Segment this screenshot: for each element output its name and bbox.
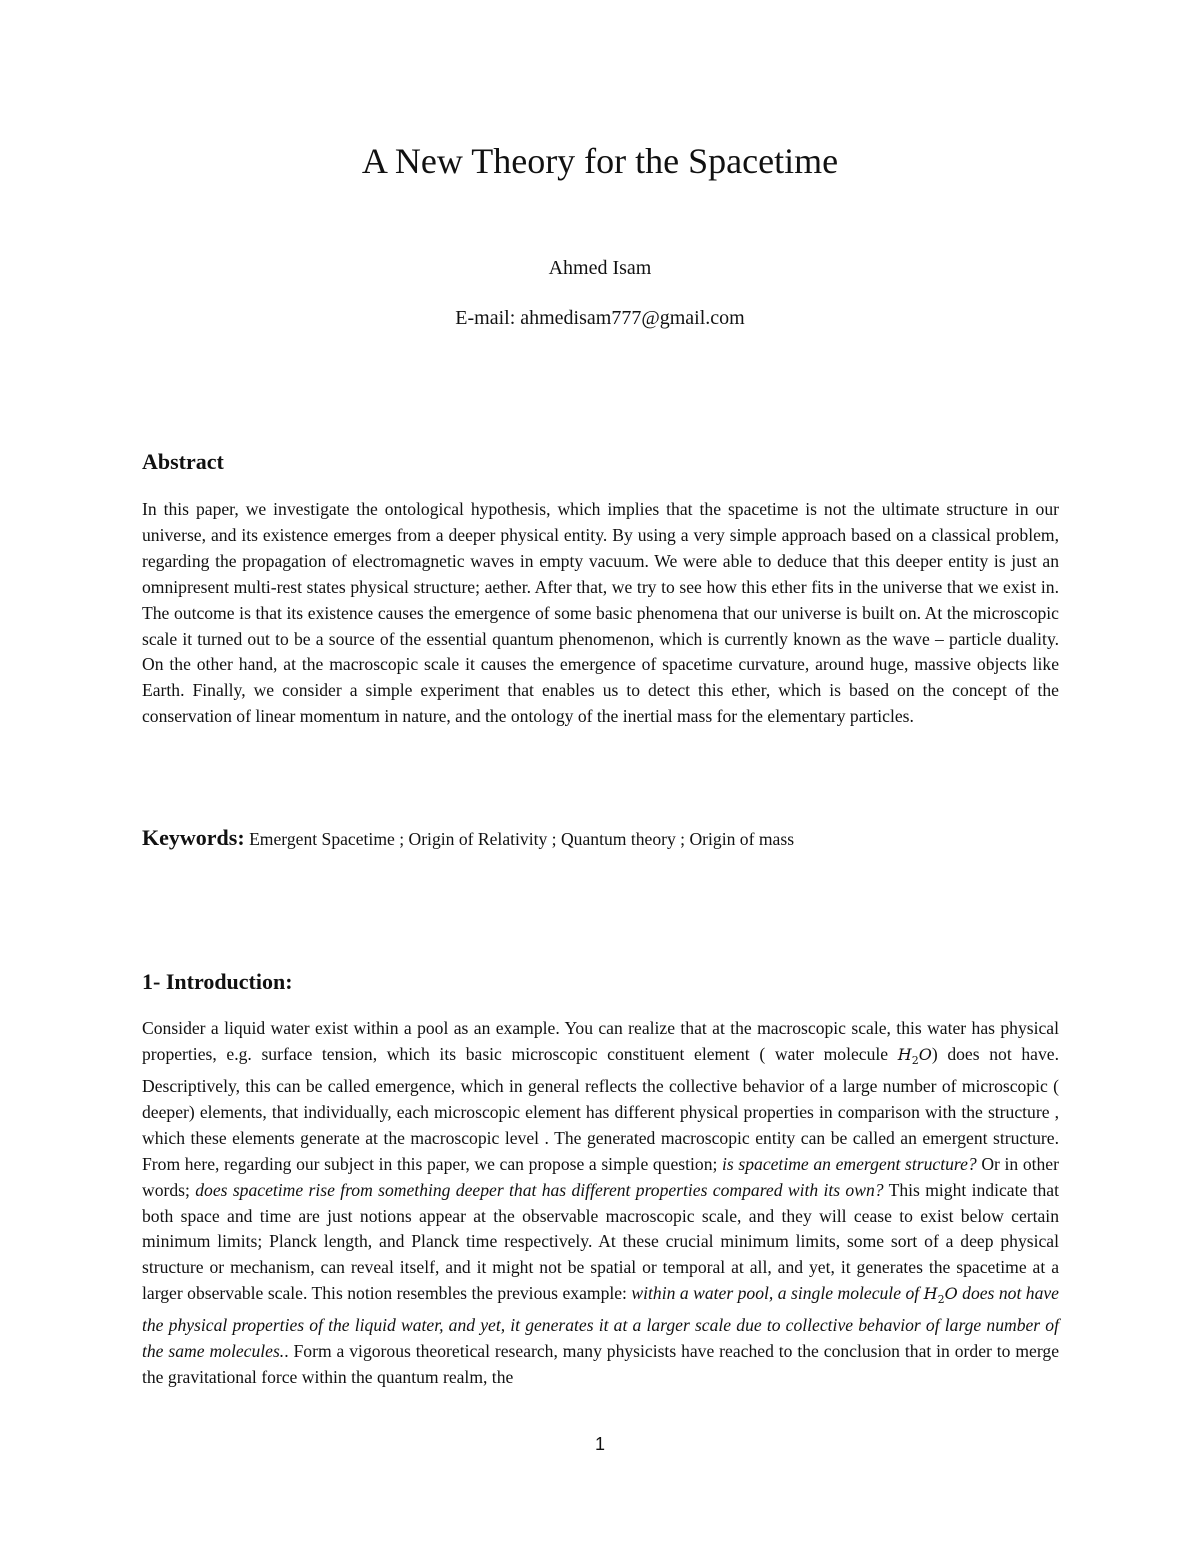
introduction-heading: 1- Introduction: xyxy=(142,969,293,994)
page-number: 1 xyxy=(594,1434,605,1454)
keywords-label: Keywords: xyxy=(142,825,245,850)
intro-question-2: does spacetime rise from something deeper that has different properties compared with its own? xyxy=(195,1179,884,1200)
abstract-text: In this paper, we investigate the ontological hypothesis, which implies that the spacetime is not the ultimate structure in our universe, and its existence emerges from a deeper physical entity. By using a very simple approach based on a classical problem, regarding the propagation of electromagnetic waves in empty vacuum. We were able to deduce that this deeper entity is just an omnipresent multi-rest states physical structure; aether. After that, we try to see how this ether fits in the universe that we exist in. The outcome is that its existence causes the emergence of some basic phenomena that our universe is built on. At the microscopic scale it turned out to be a source of the essential quantum phenomenon, which is currently known as the wave – particle duality. On the other hand, at the macroscopic scale it causes the emergence of spacetime curvature, around huge, massive objects like Earth. Finally, we consider a simple experiment that enables us to detect this ether, which is based on the concept of the conservation of linear momentum in nature, and the ontology of the inertial mass for the elementary particles. xyxy=(142,499,1059,727)
intro-question-1: is spacetime an emergent structure? xyxy=(722,1153,977,1174)
abstract-heading: Abstract xyxy=(142,449,224,474)
introduction-text xyxy=(142,1016,1059,1391)
author-name: Ahmed Isam xyxy=(548,257,652,279)
keywords-text: Emergent Spacetime ; Origin of Relativity ; Quantum theory ; Origin of mass xyxy=(249,829,795,849)
intro-segment-4: This might indicate that both space and time are just notions appear at the observable macroscopic scale, and they will cease to exist below certain minimum limits; Planck length, and Planck time respectively. At these crucial minimum limits, some sort of a deep physical structure or mechanism, can reveal itself, and it might not be spatial or temporal at all, and yet, it generates the spacetime at a larger observable scale. This notion resembles the previous example: xyxy=(142,1179,1059,1304)
intro-segment-5: . Form a vigorous theoretical research, many physicists have reached to the conclusion that in order to merge the gravitational force within the quantum realm, the xyxy=(142,1341,1060,1388)
intro-example-b: does not have the physical properties of the liquid water, and yet, it generates it at a larger scale due to collective behavior of large number of the same molecules. xyxy=(142,1283,1059,1362)
keywords-line xyxy=(142,823,1059,854)
formula-h2o-2: $H_2O$ xyxy=(923,1284,958,1307)
author-email: E-mail: ahmedisam777@gmail.com xyxy=(455,307,745,329)
intro-segment-1: Consider a liquid water exist within a pool as an example. You can realize that at the macroscopic scale, this water has physical properties, e.g. surface tension, which its basic microscopic constituent element ( water molecule xyxy=(142,1018,1059,1064)
intro-example-a: within a water pool, a single molecule of xyxy=(631,1283,924,1304)
intro-segment-3: Or in other words; xyxy=(142,1153,1059,1200)
formula-h2o: $H_2O$ xyxy=(897,1044,932,1068)
paper-title: A New Theory for the Spacetime xyxy=(361,141,839,181)
intro-segment-2: ) does not have. Descriptively, this can be called emergence, which in general reflects the collective behavior of a large number of microscopic ( deeper) elements, that individually, each microscopic element has different physical properties in comparison with the structure , which these elements generate at the macroscopic level . The generated macroscopic entity can be called an emergent structure. From here, regarding our subject in this paper, we can propose a simple question; xyxy=(142,1043,1059,1174)
